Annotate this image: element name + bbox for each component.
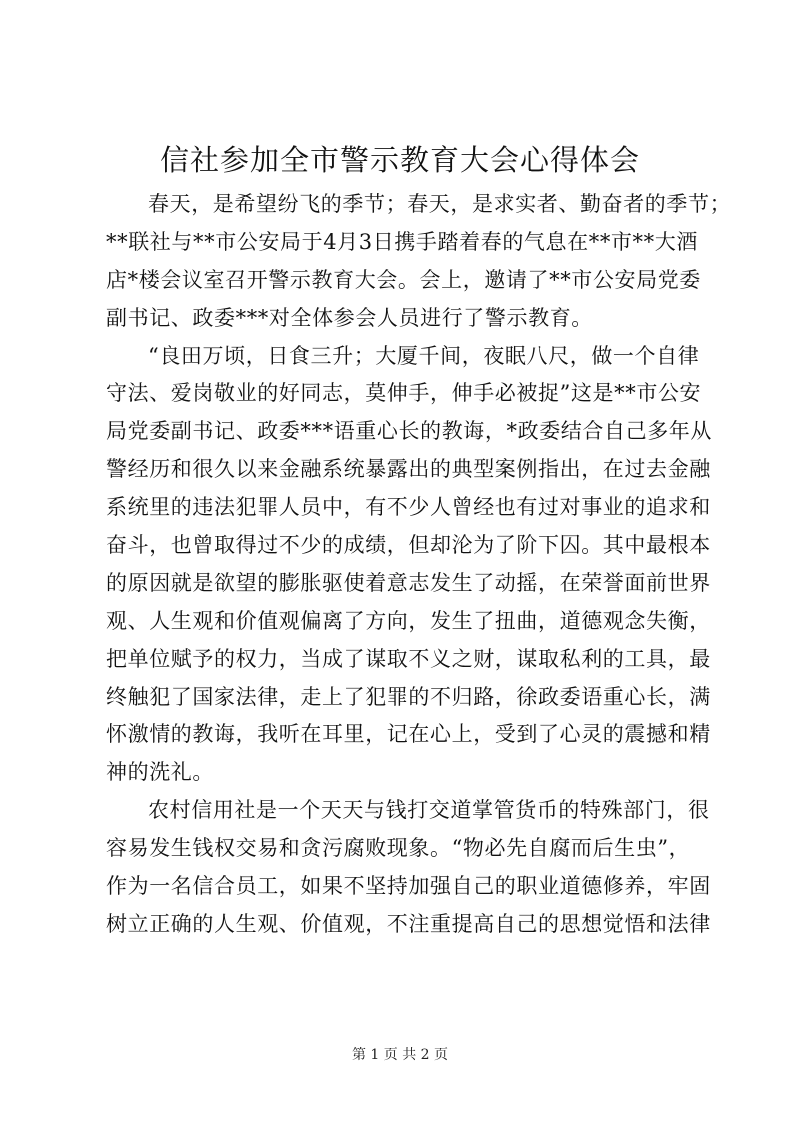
- paragraph-3: [106, 792, 711, 944]
- text-line: 把单位赋予的权力，当成了谋取不义之财，谋取私利的工具，最: [106, 646, 711, 671]
- document-title: 信社参加全市警示教育大会心得体会: [159, 143, 640, 177]
- paragraph-1: [106, 186, 732, 338]
- text-line: 农村信用社是一个天天与钱打交道掌管货币的特殊部门，很: [148, 798, 710, 823]
- paragraph-2: [106, 338, 712, 793]
- text-line: 容易发生钱权交易和贪污腐败现象。“物必先自腐而后生虫”，: [106, 836, 691, 861]
- text-line: 副书记、政委***对全体参会人员进行了警示教育。: [106, 305, 593, 330]
- text-line: **联社与**市公安局于4月3日携手踏着春的气息在**市**大酒: [106, 229, 698, 254]
- text-line: 怀激情的教诲，我听在耳里，记在心上，受到了心灵的震撼和精: [106, 722, 711, 747]
- text-line: 春天，是希望纷飞的季节；春天，是求实者、勤奋者的季节；: [148, 192, 732, 216]
- text-line: 系统里的违法犯罪人员中，有不少人曾经也有过对事业的追求和: [106, 495, 711, 520]
- text-line: 店*楼会议室召开警示教育大会。会上，邀请了**市公安局党委: [106, 267, 701, 292]
- text-line: 局党委副书记、政委***语重心长的教诲，*政委结合自己多年从: [106, 419, 712, 444]
- text-line: 作为一名信合员工，如果不坚持加强自己的职业道德修养，牢固: [106, 874, 711, 899]
- text-line: 终触犯了国家法律，走上了犯罪的不归路，徐政委语重心长，满: [106, 684, 711, 709]
- document-body: [106, 186, 732, 944]
- text-line: 观、人生观和价值观偏离了方向，发生了扭曲，道德观念失衡，: [106, 608, 711, 633]
- text-line: 守法、爱岗敬业的好同志，莫伸手，伸手必被捉”这是**市公安: [106, 381, 702, 406]
- text-line: 的原因就是欲望的膨胀驱使着意志发生了动摇，在荣誉面前世界: [106, 570, 711, 595]
- text-line: 奋斗，也曾取得过不少的成绩，但却沦为了阶下囚。其中最根本: [106, 533, 711, 558]
- text-line: 神的洗礼。: [106, 760, 214, 785]
- text-line: “良田万顷，日食三升；大厦千间，夜眠八尺，做一个自律: [148, 343, 700, 368]
- text-line: 树立正确的人生观、价值观，不注重提高自己的思想觉悟和法律: [106, 911, 711, 936]
- page-footer: 第 1 页 共 2 页: [351, 1047, 449, 1063]
- text-line: 警经历和很久以来金融系统暴露出的典型案例指出，在过去金融: [106, 457, 711, 482]
